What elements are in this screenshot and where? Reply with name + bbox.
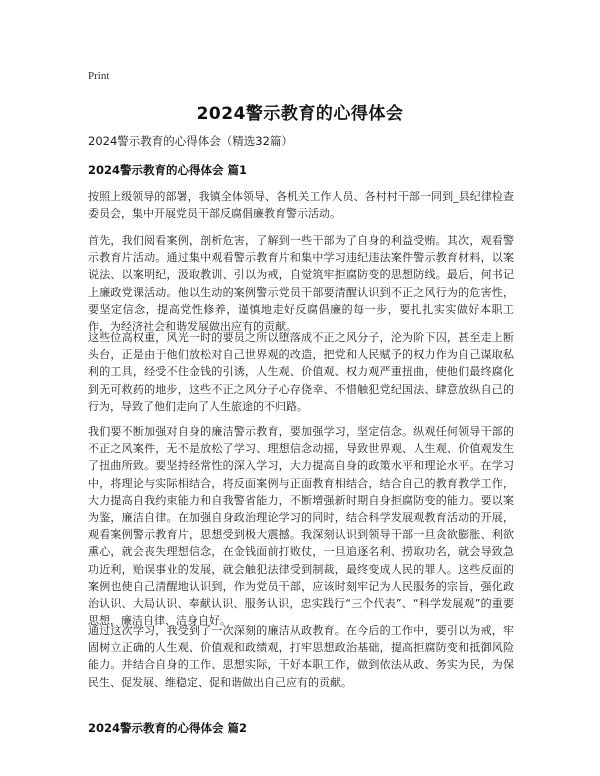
section-title-1: 2024警示教育的心得体会 篇1 (88, 163, 248, 177)
print-label[interactable]: Print (88, 70, 110, 82)
paragraph-5: 通过这次学习，我受到了一次深刻的廉洁从政教育。在今后的工作中，要引以为戒，牢固树立正确的人生观、价值观和政绩观，打牢思想政治基础，提高拒腐防变和抵御风险能力。并结合自身的工作、思想实际，干好本职工作，做到依法从政、务实为民，为保民生、促发展、维稳定、促和谐做出自己应有的贡献。 (88, 624, 514, 689)
paragraph-2: 首先，我们阅看案例，剖析危害，了解到一些干部为了自身的利益受贿。其次，观看警示教育片活动。通过集中观看警示教育片和集中学习违纪违法案件警示教育材料，以案说法、以案明纪，汲取教训、引以为戒，自觉筑牢拒腐防变的思想防线。最后，何书记上廉政党课活动。他以生动的案例警示党员干部要清醒认识到不正之风行为的危害性，要坚定信念，提高党性修养，谨慎地走好反腐倡廉的每一步，要扎扎实实做好本职工作，为经济社会和谐发展做出应有的贡献。 (88, 234, 514, 334)
document-subtitle: 2024警示教育的心得体会（精选32篇） (88, 134, 293, 148)
paragraph-1: 按照上级领导的部署，我镇全体领导、各机关工作人员、各村村干部一同到_县纪律检查委员会，集中开展党员干部反腐倡廉教育警示活动。 (88, 190, 514, 221)
section-title-2: 2024警示教育的心得体会 篇2 (88, 721, 248, 735)
paragraph-3: 这些位高权重，风光一时的要员之所以堕落成不正之风分子，沦为阶下囚，甚至走上断头台，正是由于他们放松对自己世界观的改造，把党和人民赋予的权力作为自己谋取私利的工具，经受不住金钱的引诱，人生观、价值观、权力观严重扭曲，使他们最终腐化到无可救药的地步，这些不正之风分子心存侥幸、不惜触犯党纪国法、肆意放纵自己的行为，导致了他们走向了人生旅途的不归路。 (88, 331, 514, 413)
page-title: 2024警示教育的心得体会 (196, 104, 404, 124)
paragraph-4: 我们要不断加强对自身的廉洁警示教育，要加强学习，坚定信念。纵观任何领导干部的不正之风案件，无不是放松了学习、理想信念动摇，导致世界观、人生观、价值观发生了扭曲所致。要坚持经常性的深入学习，大力提高自身的政策水平和理论水平。在学习中，将理论与实际相结合，将反面案例与正面教育相结合，结合自己的教育教学工作，大力提高自我约束能力和自我警省能力，不断增强新时期自身拒腐防变的能力。要以案为鉴，廉洁自律。在加强自身政治理论学习的同时，结合科学发展观教育活动的开展，观看案例警示教育片，思想受到极大震撼。我深刻认识到领导干部一旦贪欲膨胀、利欲熏心，就会丧失理想信念，在金钱面前打败仗，一旦追逐名利、捞取功名，就会导致急功近利，贻误事业的发展，就会触犯法律受到制裁，最终变成人民的罪人。这些反面的案例也使自己清醒地认识到，作为党员干部，应该时刻牢记为人民服务的宗旨，强化政治认识、大局认识、奉献认识、服务认识，忠实践行“三个代表”、“科学发展观”的重要思想，廉洁自律、洁身自好。 (88, 425, 514, 628)
